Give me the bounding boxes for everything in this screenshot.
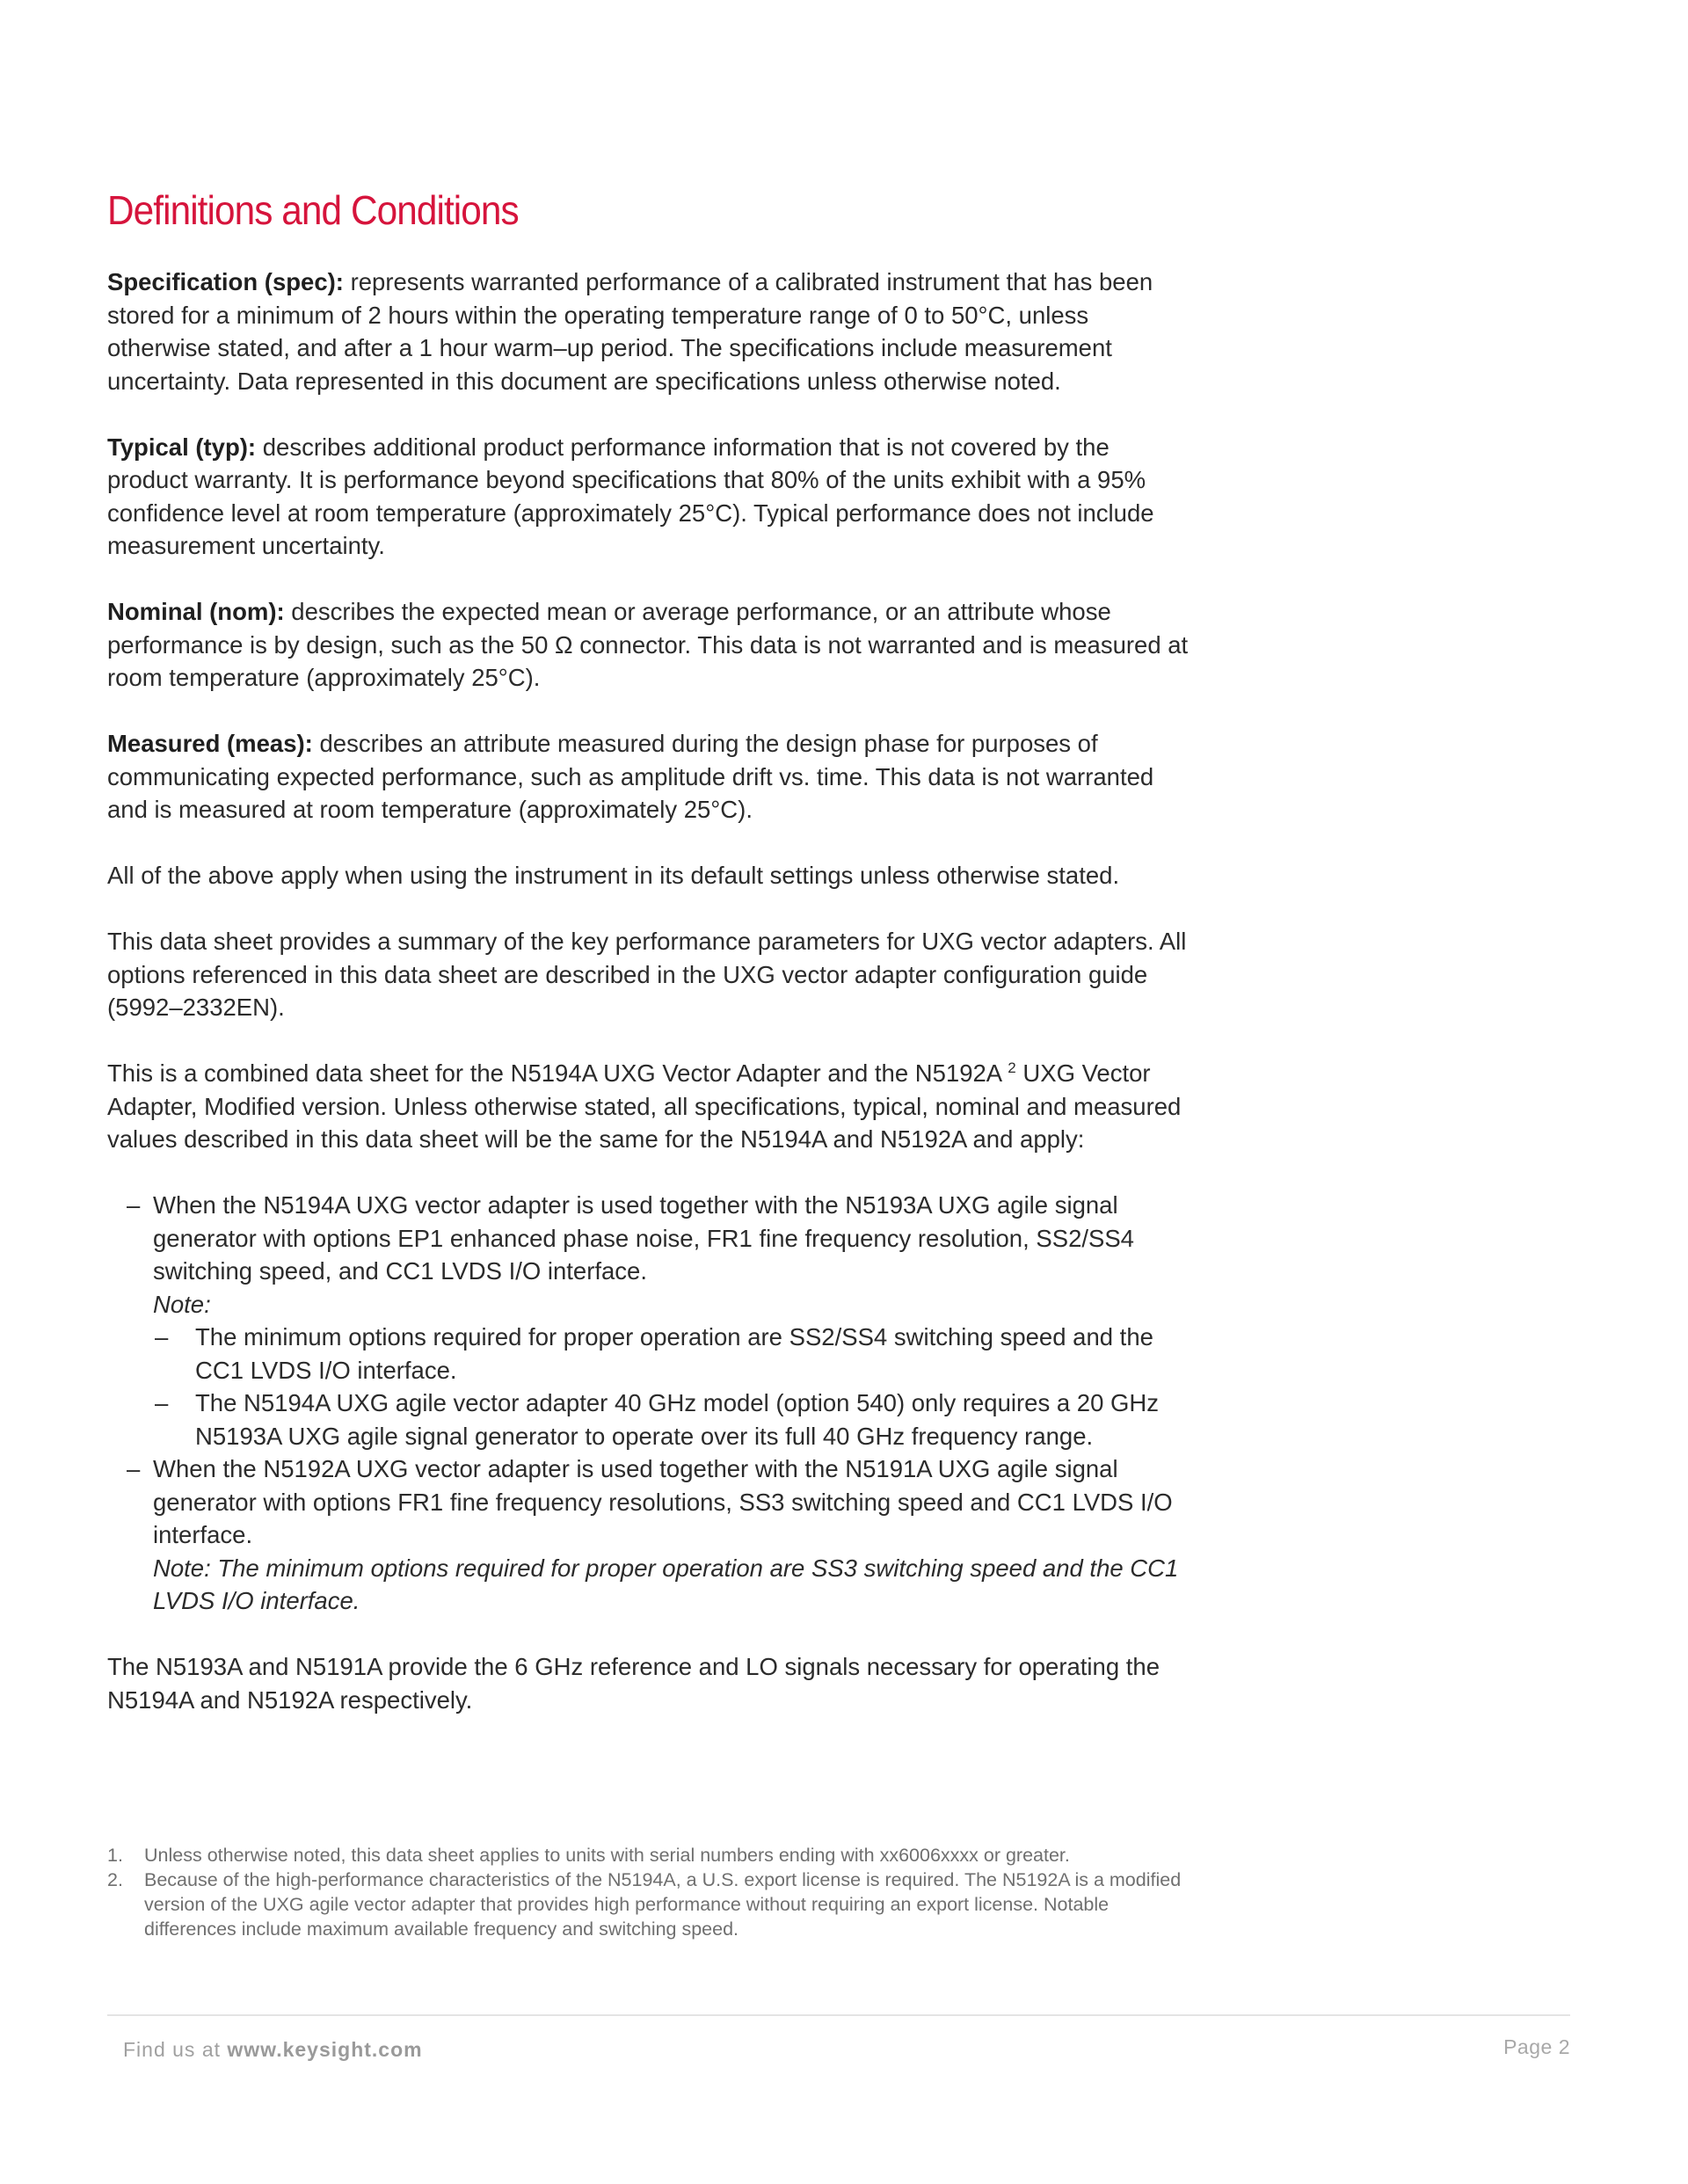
- sub-list-item-text: The minimum options required for proper operation are SS2/SS4 switching speed and the CC1 LVDS I/O interface.: [195, 1323, 1153, 1384]
- combined-datasheet-paragraph: [107, 1057, 1189, 1156]
- footer-divider: [107, 2014, 1570, 2016]
- definition-typical: [107, 431, 1189, 563]
- page-title: Definitions and Conditions: [107, 187, 519, 233]
- definition-text: represents warranted performance of a calibrated instrument that has been stored for a minimum of 2 hours within the operating temperature range of 0 to 50°C, unless otherwise stated, and after a 1 hour warm–up period. The specifications include measurement uncertainty. Data represented in this document are specifications unless otherwise noted.: [107, 268, 1153, 395]
- definition-nominal: [107, 595, 1189, 695]
- footnotes: [107, 1843, 1189, 1941]
- sub-list-item: [153, 1321, 1189, 1387]
- sub-list-item: [153, 1387, 1189, 1452]
- definition-term: Measured (meas):: [107, 730, 313, 757]
- combined-text-end: UXG Vector Adapter, Modified version. Unless otherwise stated, all specifications, typical, nominal and measured values described in this data sheet will be the same for the N5194A and N5192A and apply:: [107, 1059, 1182, 1153]
- sub-list-item-text: The N5194A UXG agile vector adapter 40 GHz model (option 540) only requires a 20 GHz N5193A UXG agile signal generator to operate over its full 40 GHz frequency range.: [195, 1389, 1159, 1450]
- bullet-dash: –: [155, 1389, 169, 1416]
- footnote-text: Unless otherwise noted, this data sheet applies to units with serial numbers ending with xx6006xxxx or greater.: [144, 1845, 1070, 1866]
- note-list: [153, 1321, 1189, 1452]
- definition-term: Specification (spec):: [107, 268, 344, 295]
- configuration-list: [107, 1189, 1189, 1618]
- list-item-text: When the N5194A UXG vector adapter is used together with the N5193A UXG agile signal generator with options EP1 enhanced phase noise, FR1 fine frequency resolution, SS2/SS4 switching speed, and CC1 LVDS I/O interface.: [153, 1191, 1134, 1285]
- footnote-number: 2.: [107, 1869, 123, 1890]
- list-item: [107, 1189, 1189, 1452]
- combined-text-start: This is a combined data sheet for the N5194A UXG Vector Adapter and the N5192A: [107, 1059, 1008, 1087]
- definition-text: describes additional product performance information that is not covered by the product warranty. It is performance beyond specifications that 80% of the units exhibit with a 95% confidence level at room temperature (approximately 25°C). Typical performance does not include measurement uncertainty.: [107, 433, 1154, 559]
- bullet-dash: –: [127, 1455, 141, 1482]
- main-content: [107, 266, 1189, 1750]
- note-text: Note: The minimum options required for proper operation are SS3 switching speed and the CC1 LVDS I/O interface.: [153, 1554, 1179, 1614]
- list-item-text: When the N5192A UXG vector adapter is used together with the N5191A UXG agile signal generator with options FR1 fine frequency resolutions, SS3 switching speed and CC1 LVDS I/O interface.: [153, 1455, 1173, 1548]
- definition-term: Typical (typ):: [107, 433, 257, 461]
- footer-website-link[interactable]: www.keysight.com: [227, 2038, 423, 2061]
- list-item: [107, 1452, 1189, 1618]
- definition-text: describes an attribute measured during the design phase for purposes of communicating expected performance, such as amplitude drift vs. time. This data is not warranted and is measured at room temperature (approximately 25°C).: [107, 730, 1154, 823]
- closing-paragraph: The N5193A and N5191A provide the 6 GHz reference and LO signals necessary for operating the N5194A and N5192A respectively.: [107, 1653, 1160, 1714]
- page-number: Page 2: [1503, 2035, 1570, 2058]
- note-label: Note:: [153, 1290, 211, 1318]
- summary-paragraph: This data sheet provides a summary of the key performance parameters for UXG vector adapters. All options referenced in this data sheet are described in the UXG vector adapter configuration guide (5992–2332EN).: [107, 928, 1187, 1021]
- footer-find-us-label: Find us at: [123, 2038, 228, 2061]
- default-settings-paragraph: All of the above apply when using the instrument in its default settings unless otherwise stated.: [107, 862, 1120, 889]
- definition-text: describes the expected mean or average performance, or an attribute whose performance is by design, such as the 50 Ω connector. This data is not warranted and is measured at room temperature (approximately 25°C).: [107, 598, 1189, 691]
- bullet-dash: –: [155, 1323, 169, 1350]
- definition-term: Nominal (nom):: [107, 598, 285, 625]
- definition-measured: [107, 727, 1189, 826]
- footnote-text: Because of the high-performance characteristics of the N5194A, a U.S. export license is required. The N5192A is a modified version of the UXG agile vector adapter that provides high performance without requiring an export license. Notable differences include maximum available frequency and switching speed.: [144, 1869, 1182, 1940]
- definition-spec: [107, 266, 1189, 397]
- footnote-number: 1.: [107, 1845, 123, 1866]
- bullet-dash: –: [127, 1191, 141, 1219]
- footnote: [107, 1867, 1189, 1941]
- footer-find-us: [123, 2038, 423, 2062]
- footnote-reference[interactable]: 2: [1008, 1059, 1016, 1076]
- footnote: [107, 1843, 1189, 1867]
